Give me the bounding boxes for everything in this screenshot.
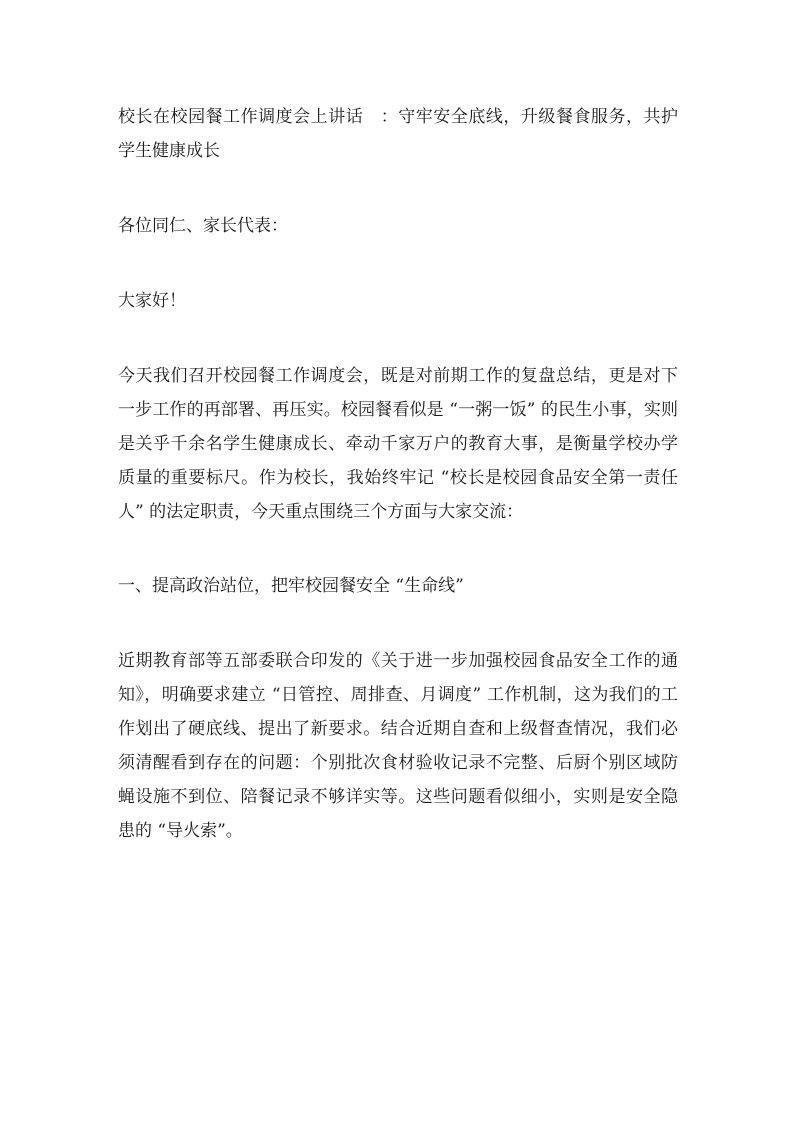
document-title: 校长在校园餐工作调度会上讲话 ：守牢安全底线，升级餐食服务，共护学生健康成长 (118, 107, 678, 161)
salutation: 各位同仁、家长代表： (118, 216, 288, 236)
section-1-paragraph: 近期教育部等五部委联合印发的《关于进一步加强校园食品安全工作的通知》，明确要求建立 “日管控、周排查、月调度” 工作机制，这为我们的工作划出了硬底线、提出了新要求。结合近期自查和上级督查情况，我们必须清醒看到存在的问题：个别批次食材验收记录不完整、后厨个别区域防蝇设施不到位、陪餐记录不够详实等。这些问题看似细小，实则是安全隐患的 “导火索”。 (118, 651, 678, 841)
greeting: 大家好！ (118, 291, 186, 311)
intro-paragraph: 今天我们召开校园餐工作调度会，既是对前期工作的复盘总结，更是对下一步工作的再部署、再压实。校园餐看似是 “一粥一饭” 的民生小事，实则是关乎千余名学生健康成长、牵动千家万户的教育大事，是衡量学校办学质量的重要标尺。作为校长，我始终牢记 “校长是校园食品安全第一责任人” 的法定职责，今天重点围绕三个方面与大家交流： (118, 366, 678, 522)
section-1-heading: 一、提高政治站位，把牢校园餐安全 “生命线” (118, 576, 464, 596)
document-body (118, 100, 678, 888)
